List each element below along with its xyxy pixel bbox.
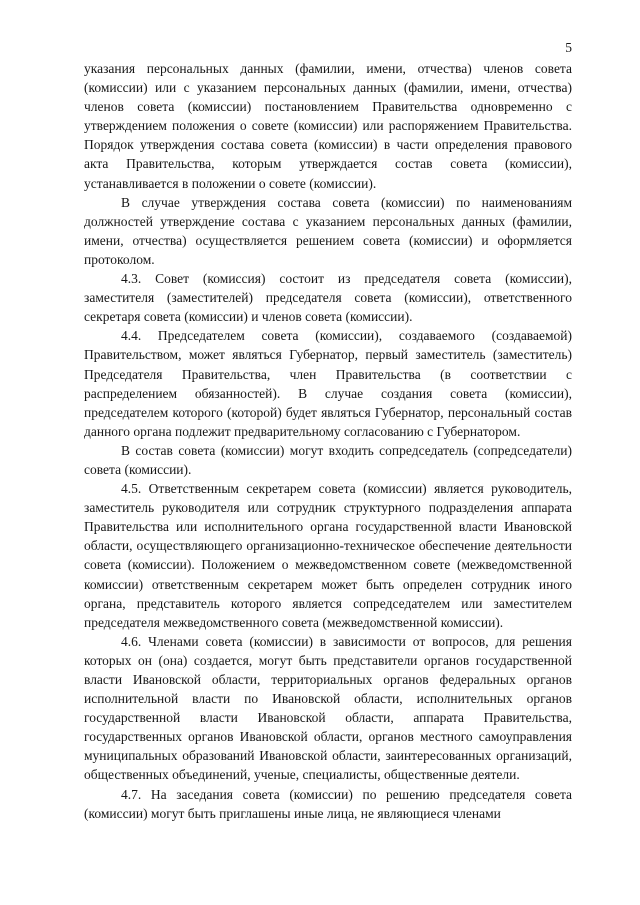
paragraph-4: 4.4. Председателем совета (комиссии), создаваемого (создаваемой) Правительством, может являться Губернатор, первый заместитель (заместитель) Председателя Правительства, член Правительства (в соответствии с распределением обязанностей). В случае создания совета (комиссии), председателем которого (которой) будет являться Губернатор, персональный состав данного органа подлежит предварительному согласованию с Губернатором.	[84, 328, 572, 439]
paragraph-5: В состав совета (комиссии) могут входить сопредседатель (сопредседатели) совета (комиссии).	[84, 442, 572, 477]
paragraph-8: 4.7. На заседания совета (комиссии) по решению председателя совета (комиссии) могут быть приглашены иные лица, не являющиеся членами	[84, 786, 572, 821]
paragraph-6: 4.5. Ответственным секретарем совета (комиссии) является руководитель, заместитель руководителя или сотрудник структурного подразделения аппарата Правительства или исполнительного органа государственной власти Ивановской области, осуществляющего организационно-техническое обеспечение деятельности совета (комиссии). Положением о межведомственном совете (межведомственной комиссии) ответственным секретарем может быть определен сотрудник иного органа, представитель которого является сопредседателем или заместителем председателя межведомственного совета (межведомственной комиссии).	[84, 481, 572, 630]
page-number: 5	[565, 40, 572, 55]
paragraph-7: 4.6. Членами совета (комиссии) в зависимости от вопросов, для решения которых он (она) создается, могут быть представители органов государственной власти Ивановской области, территориальных органов федеральных органов исполнительной власти по Ивановской области, исполнительных органов государственной власти Ивановской области, аппарата Правительства, государственных органов Ивановской области, органов местного самоуправления муниципальных образований Ивановской области, заинтересованных организаций, общественных объединений, ученые, специалисты, общественные деятели.	[84, 633, 572, 783]
paragraph-3: 4.3. Совет (комиссия) состоит из председателя совета (комиссии), заместителя (заместителей) председателя совета (комиссии), ответственного секретаря совета (комиссии) и членов совета (комиссии).	[84, 271, 572, 325]
paragraph-2: В случае утверждения состава совета (комиссии) по наименованиям должностей утверждение состава с указанием персональных данных (фамилии, имени, отчества) осуществляется решением совета (комиссии) и оформляется протоколом.	[84, 194, 572, 267]
document-body	[84, 59, 572, 823]
paragraph-1: указания персональных данных (фамилии, имени, отчества) членов совета (комиссии) или с указанием персональных данных (фамилии, имени, отчества) членов совета (комиссии) постановлением Правительства одновременно с утверждением положения о совете (комиссии) или распоряжением Правительства. Порядок утверждения состава совета (комиссии) в части определения правового акта Правительства, которым утверждается состав совета (комиссии), устанавливается в положении о совете (комиссии).	[84, 61, 572, 191]
